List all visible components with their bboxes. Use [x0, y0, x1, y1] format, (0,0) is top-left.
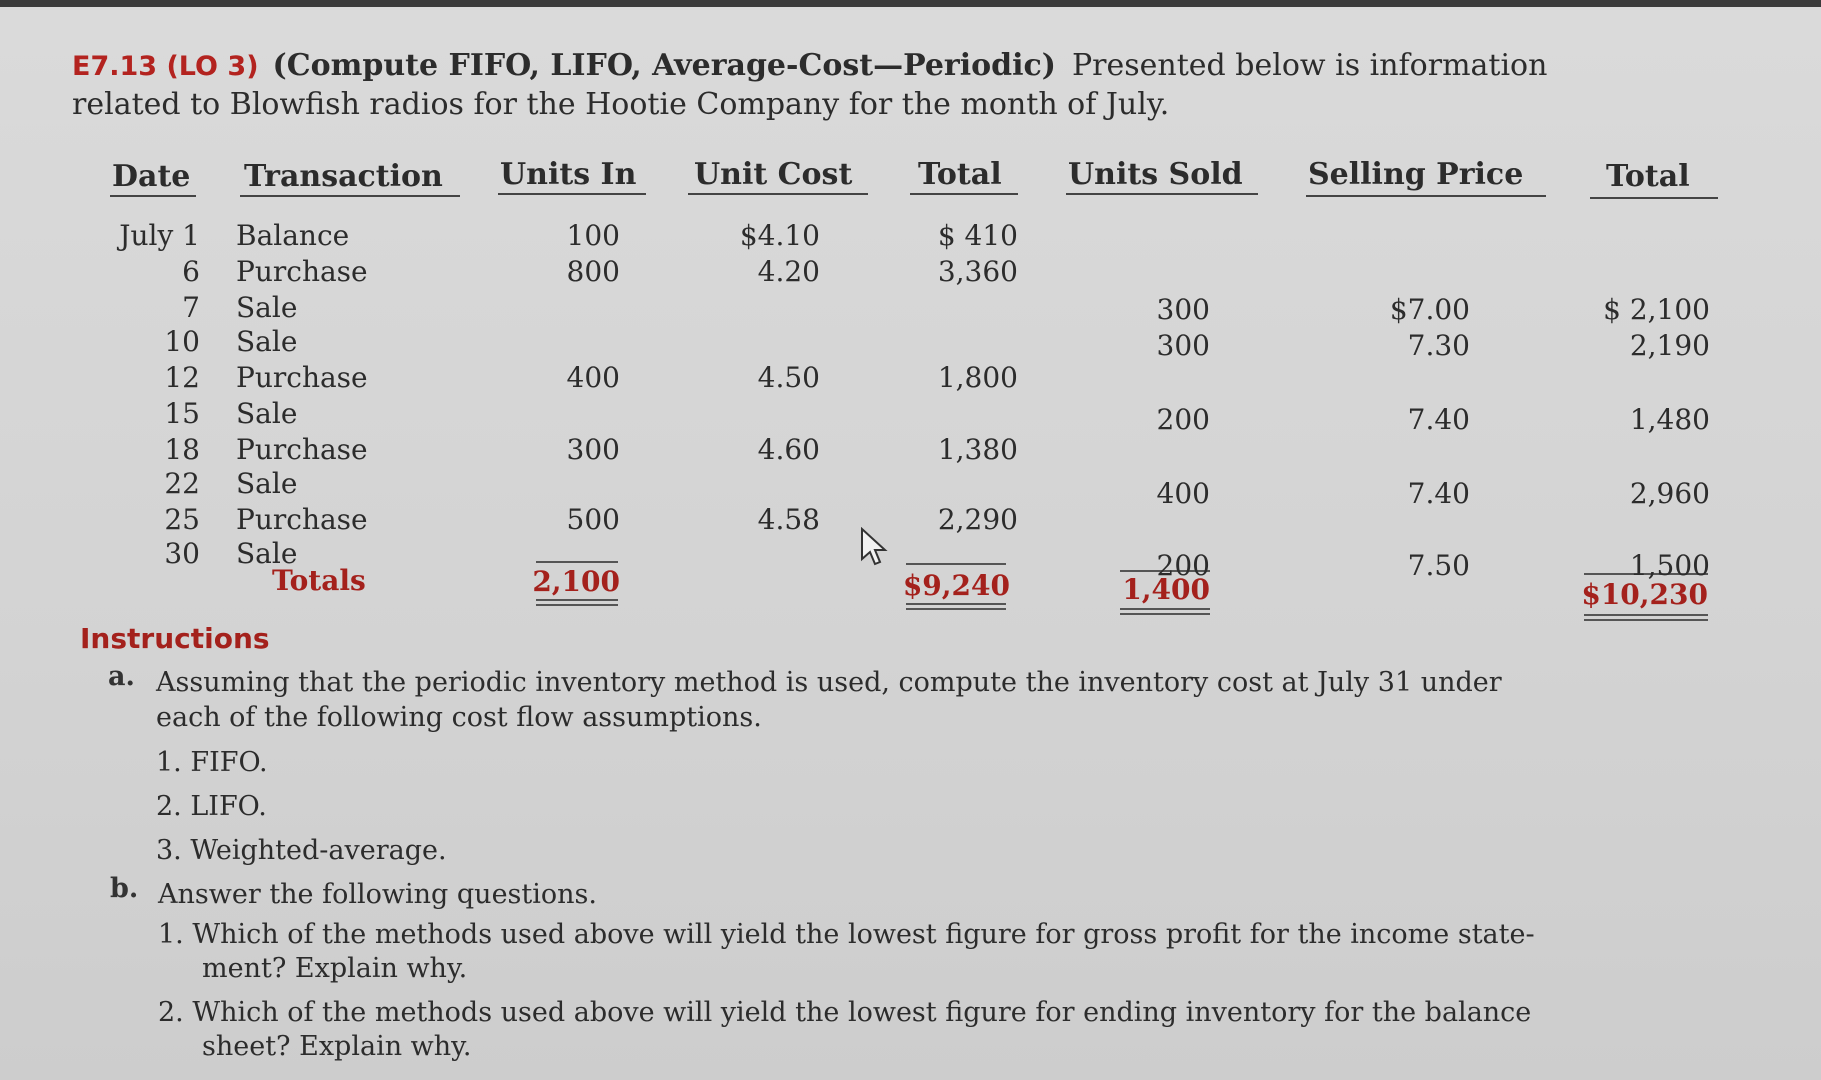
header-underline	[110, 195, 196, 197]
cell-selling-price: $7.00	[1389, 293, 1470, 326]
header-underline	[910, 193, 1018, 195]
cell-units-sold: 300	[1156, 293, 1210, 326]
header-underline	[498, 193, 646, 195]
cell-date: 6	[182, 255, 200, 288]
header-unit-cost: Unit Cost	[694, 157, 853, 192]
double-rule	[1120, 613, 1210, 615]
cell-transaction: Purchase	[236, 433, 368, 466]
cell-transaction: Balance	[236, 219, 350, 252]
question-b2-line2: sheet? Explain why.	[202, 1031, 472, 1062]
cell-unit-cost: 4.50	[757, 361, 820, 394]
double-rule	[906, 603, 1006, 605]
cell-units-sold: 200	[1156, 403, 1210, 436]
cell-unit-cost: $4.10	[739, 219, 820, 252]
cell-units-sold: 300	[1156, 329, 1210, 362]
header-underline	[1066, 193, 1258, 195]
cell-transaction: Sale	[236, 291, 298, 324]
instruction-a-line1: Assuming that the periodic inventory method is used, compute the inventory cost at July 31 under	[156, 667, 1502, 698]
header-units-in: Units In	[500, 157, 637, 192]
totals-sales: $10,230	[1581, 578, 1708, 611]
cell-transaction: Sale	[236, 537, 298, 570]
question-b2-line1: 2. Which of the methods used above will yield the lowest figure for ending inventory for the balance	[158, 997, 1532, 1028]
cell-units-sold: 200	[1156, 549, 1210, 582]
double-rule	[1584, 614, 1708, 616]
header-transaction: Transaction	[244, 159, 443, 194]
cell-units-sold: 400	[1156, 477, 1210, 510]
instruction-a-label: a.	[108, 661, 135, 692]
mouse-pointer-icon	[860, 527, 890, 567]
double-rule	[536, 604, 618, 606]
header-total-cost: Total	[918, 157, 1002, 192]
cell-unit-cost: 4.58	[757, 503, 820, 536]
totals-units-sold: 1,400	[1122, 573, 1210, 606]
header-units-sold: Units Sold	[1068, 157, 1243, 192]
cell-total-sales: 2,960	[1629, 477, 1710, 510]
question-b1-line2: ment? Explain why.	[202, 953, 468, 984]
cell-selling-price: 7.40	[1407, 403, 1470, 436]
cell-date: 7	[182, 291, 200, 324]
cell-total-cost: $ 410	[937, 219, 1018, 252]
totals-cost: $9,240	[902, 569, 1010, 602]
exercise-title: (Compute FIFO, LIFO, Average-Cost—Periodic)	[272, 48, 1056, 83]
cell-unit-cost: 4.60	[757, 433, 820, 466]
cell-units-in: 300	[566, 433, 620, 466]
cell-date: 10	[164, 325, 200, 358]
cell-selling-price: 7.50	[1407, 549, 1470, 582]
header-selling-price: Selling Price	[1308, 157, 1524, 192]
header-underline	[688, 193, 868, 195]
cell-total-cost: 2,290	[937, 503, 1018, 536]
instruction-b-label: b.	[110, 873, 139, 904]
double-rule	[1120, 608, 1210, 610]
heading-line-2: related to Blowfish radios for the Hootie Company for the month of July.	[72, 87, 1170, 122]
cell-units-in: 800	[566, 255, 620, 288]
instruction-a-item-fifo: 1. FIFO.	[156, 747, 268, 778]
cell-total-sales: 1,500	[1629, 549, 1710, 582]
double-rule	[1584, 619, 1708, 621]
instruction-a-line2: each of the following cost flow assumptions.	[156, 702, 762, 733]
cell-date: 18	[164, 433, 200, 466]
cell-total-sales: $ 2,100	[1603, 293, 1710, 326]
instructions-title: Instructions	[80, 622, 270, 655]
instruction-a-item-weighted: 3. Weighted-average.	[156, 835, 447, 866]
totals-label: Totals	[272, 564, 366, 597]
cell-total-cost: 1,380	[937, 433, 1018, 466]
exercise-number: E7.13 (LO 3)	[72, 51, 259, 82]
cell-date: 22	[164, 467, 200, 500]
question-b1-line1: 1. Which of the methods used above will yield the lowest figure for gross profit for the income state-	[158, 919, 1535, 950]
header-underline	[1590, 197, 1718, 199]
cell-date: July 1	[119, 219, 200, 252]
cell-transaction: Purchase	[236, 503, 368, 536]
double-rule	[906, 608, 1006, 610]
cell-total-cost: 3,360	[937, 255, 1018, 288]
cell-date: 25	[164, 503, 200, 536]
cell-total-sales: 1,480	[1629, 403, 1710, 436]
cell-units-in: 500	[566, 503, 620, 536]
instruction-b-text: Answer the following questions.	[158, 879, 597, 910]
cell-transaction: Purchase	[236, 361, 368, 394]
cell-transaction: Purchase	[236, 255, 368, 288]
cell-transaction: Sale	[236, 467, 298, 500]
header-date: Date	[112, 159, 191, 194]
inventory-table	[0, 7, 1821, 647]
instruction-a-item-lifo: 2. LIFO.	[156, 791, 267, 822]
intro-text-1: Presented below is information	[1071, 48, 1548, 83]
cell-total-sales: 2,190	[1629, 329, 1710, 362]
cell-transaction: Sale	[236, 325, 298, 358]
sum-rule	[906, 563, 1006, 565]
cell-selling-price: 7.40	[1407, 477, 1470, 510]
cell-date: 12	[164, 361, 200, 394]
header-underline	[1306, 195, 1546, 197]
cell-units-in: 400	[566, 361, 620, 394]
cell-transaction: Sale	[236, 397, 298, 430]
cell-unit-cost: 4.20	[757, 255, 820, 288]
totals-units-in: 2,100	[532, 565, 620, 598]
cell-selling-price: 7.30	[1407, 329, 1470, 362]
cell-units-in: 100	[566, 219, 620, 252]
double-rule	[536, 599, 618, 601]
cell-date: 30	[164, 537, 200, 570]
textbook-page	[0, 7, 1821, 1080]
header-total-sales: Total	[1606, 159, 1690, 194]
sum-rule	[536, 561, 618, 563]
cell-total-cost: 1,800	[937, 361, 1018, 394]
screen-top-edge	[0, 0, 1821, 7]
header-underline	[240, 195, 460, 197]
cell-date: 15	[164, 397, 200, 430]
